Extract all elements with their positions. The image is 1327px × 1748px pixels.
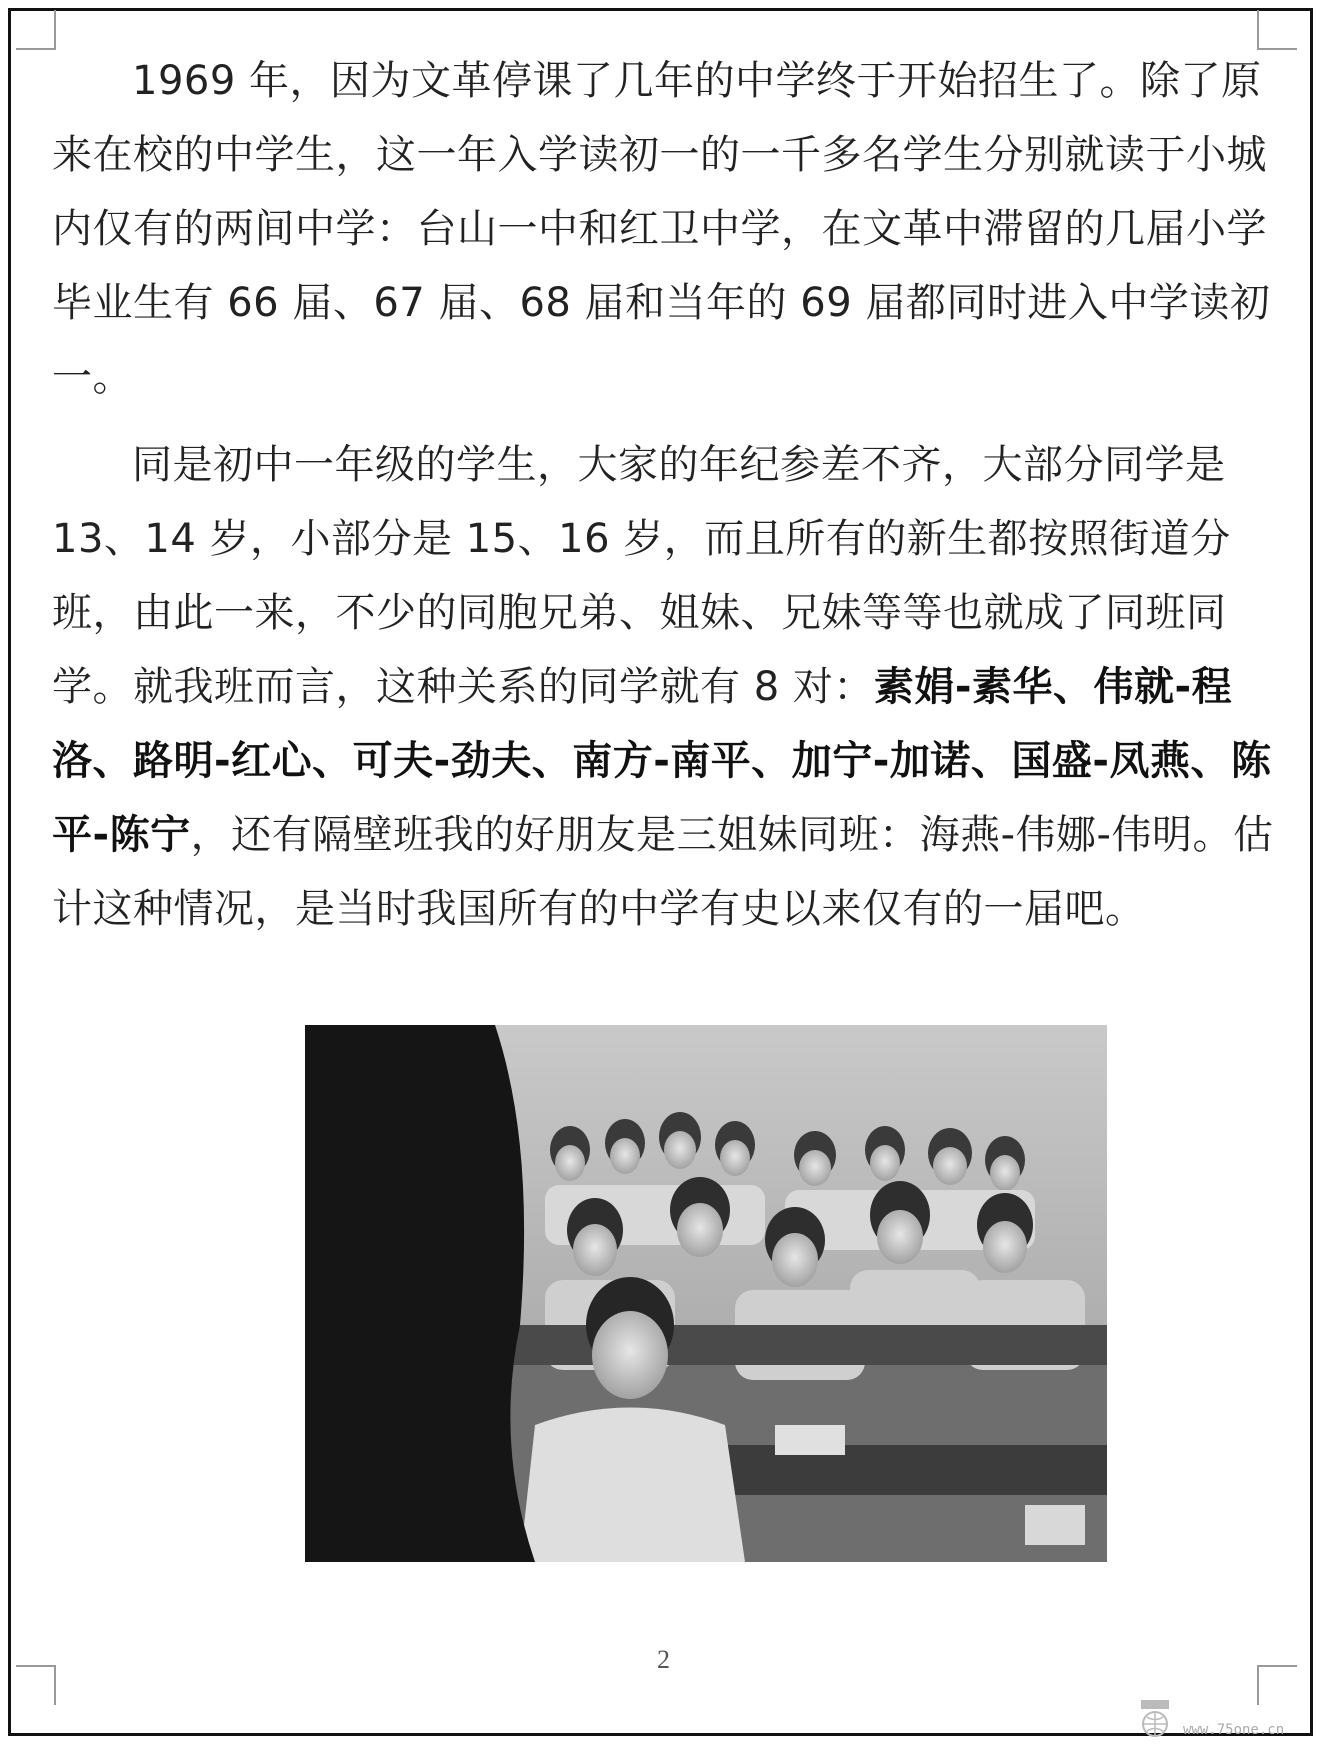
paragraph-2: [52, 428, 1277, 946]
classroom-photo: [305, 1025, 1107, 1562]
paragraph-1: [52, 44, 1277, 414]
site-watermark: [1129, 1698, 1319, 1742]
globe-logo-icon: [1129, 1698, 1181, 1738]
crop-mark-top-left: [16, 10, 56, 50]
watermark-url: www.75one.cn: [1183, 1722, 1285, 1738]
paragraph-2-text-a: 同是初中一年级的学生，大家的年纪参差不齐，大部分同学是 13、14 岁，小部分是 15、16 岁，而且所有的新生都按照街道分班，由此一来，不少的同胞兄弟、姐妹、兄妹等等也就成了同班同学。就我班而言，这种关系的同学就有 8 对：: [52, 442, 1231, 710]
sibling-pairs-list: 素娟-素华、伟就-程洛、路明-红心、可夫-劲夫、南方-南平、加宁-加诺、国盛-凤燕、陈平-陈宁: [52, 664, 1272, 858]
paragraph-2-text-b: ，还有隔壁班我的好朋友是三姐妹同班：海燕-伟娜-伟明。估计这种情况，是当时我国所有的中学有史以来仅有的一届吧。: [52, 812, 1274, 932]
paragraph-1-text: 1969 年，因为文革停课了几年的中学终于开始招生了。除了原来在校的中学生，这一年入学读初一的一千多名学生分别就读于小城内仅有的两间中学：台山一中和红卫中学，在文革中滞留的几届小学毕业生有 66 届、67 届、68 届和当年的 69 届都同时进入中学读初一。: [52, 58, 1271, 400]
classroom-photo-illustration: [305, 1025, 1107, 1562]
body-text: [52, 44, 1277, 946]
page-number: 2: [657, 1645, 670, 1674]
